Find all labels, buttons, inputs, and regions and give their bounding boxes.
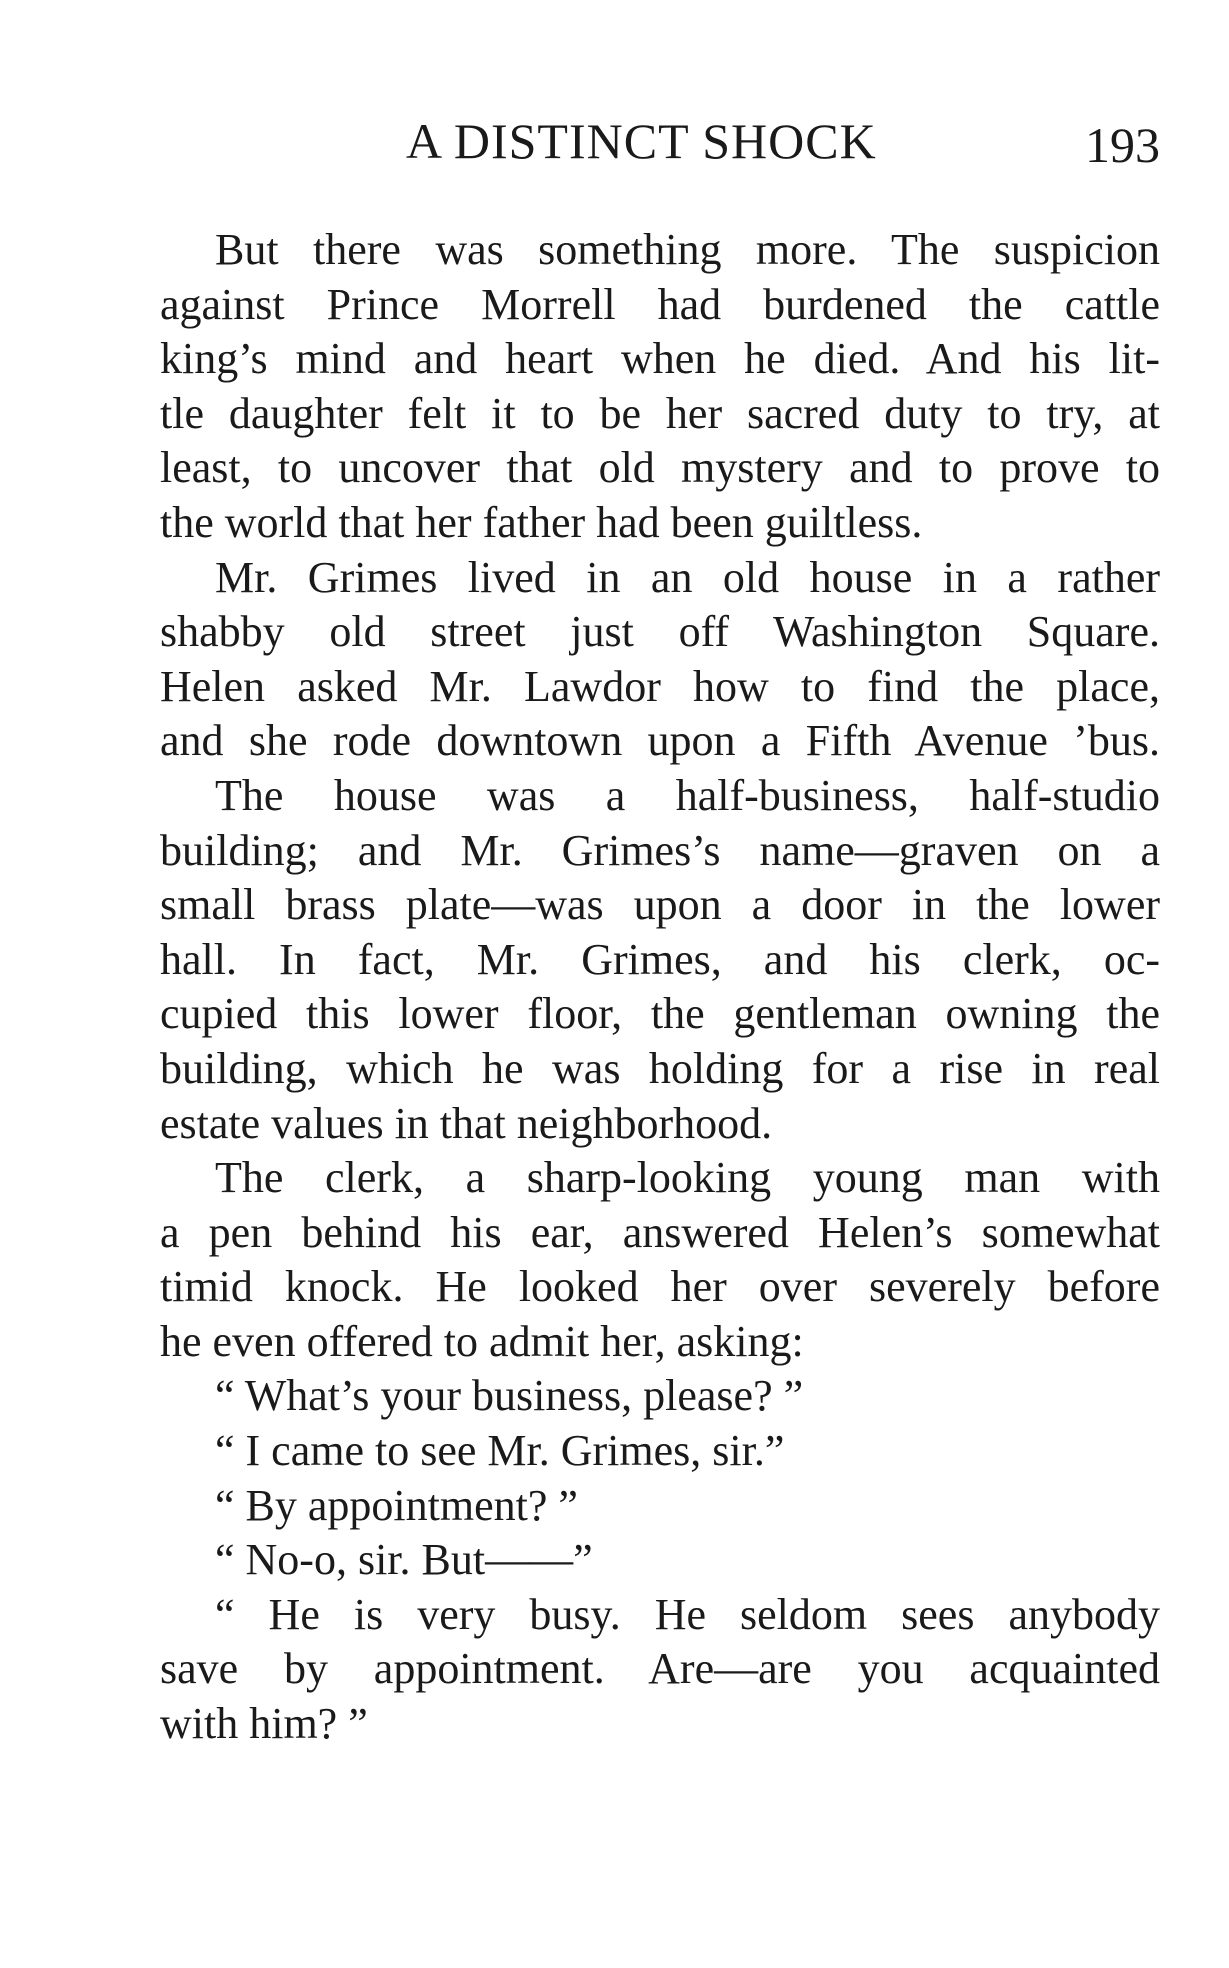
text-line: save by appointment. Are—are you acquainted [160,1644,1160,1694]
dialogue-line: “ No-o, sir. But——” [215,1535,593,1585]
page-number: 193 [1085,117,1160,173]
text-line: least, to uncover that old mystery and to prove to [160,443,1160,493]
text-line: king’s mind and heart when he died. And his lit- [160,334,1160,384]
text-line: estate values in that neighborhood. [160,1098,773,1148]
text-line: hall. In fact, Mr. Grimes, and his clerk, oc- [160,934,1160,984]
dialogue-line: “ What’s your business, please? ” [215,1371,804,1421]
dialogue-line: “ He is very busy. He seldom sees anybody [215,1589,1160,1639]
text-line: a pen behind his ear, answered Helen’s somewhat [160,1207,1160,1257]
text-line: the world that her father had been guiltless. [160,497,923,547]
text-line: The house was a half-business, half-studio [215,770,1160,820]
text-line: tle daughter felt it to be her sacred duty to try, at [160,388,1160,438]
text-line: But there was something more. The suspicion [215,225,1160,274]
text-line: with him? ” [160,1699,368,1749]
body-text [160,223,1160,1752]
dialogue-line: “ By appointment? ” [215,1480,578,1530]
text-line: The clerk, a sharp-looking young man with [215,1153,1160,1203]
dialogue-line: “ I came to see Mr. Grimes, sir.” [215,1426,785,1476]
running-head: A DISTINCT SHOCK [406,113,877,169]
text-line: he even offered to admit her, asking: [160,1316,804,1366]
text-line: shabby old street just off Washington Square. [160,607,1160,657]
text-line: Helen asked Mr. Lawdor how to find the place, [160,661,1160,711]
text-line: building; and Mr. Grimes’s name—graven on a [160,825,1160,875]
text-line: and she rode downtown upon a Fifth Avenue ’bus. [160,716,1160,766]
text-line: small brass plate—was upon a door in the lower [160,880,1160,930]
text-line: against Prince Morrell had burdened the cattle [160,279,1160,329]
text-line: Mr. Grimes lived in an old house in a rather [215,552,1160,602]
page-header [160,112,1160,172]
text-line: building, which he was holding for a rise in real [160,1043,1160,1093]
text-line: cupied this lower floor, the gentleman owning the [160,989,1160,1039]
text-line: timid knock. He looked her over severely before [160,1262,1160,1312]
